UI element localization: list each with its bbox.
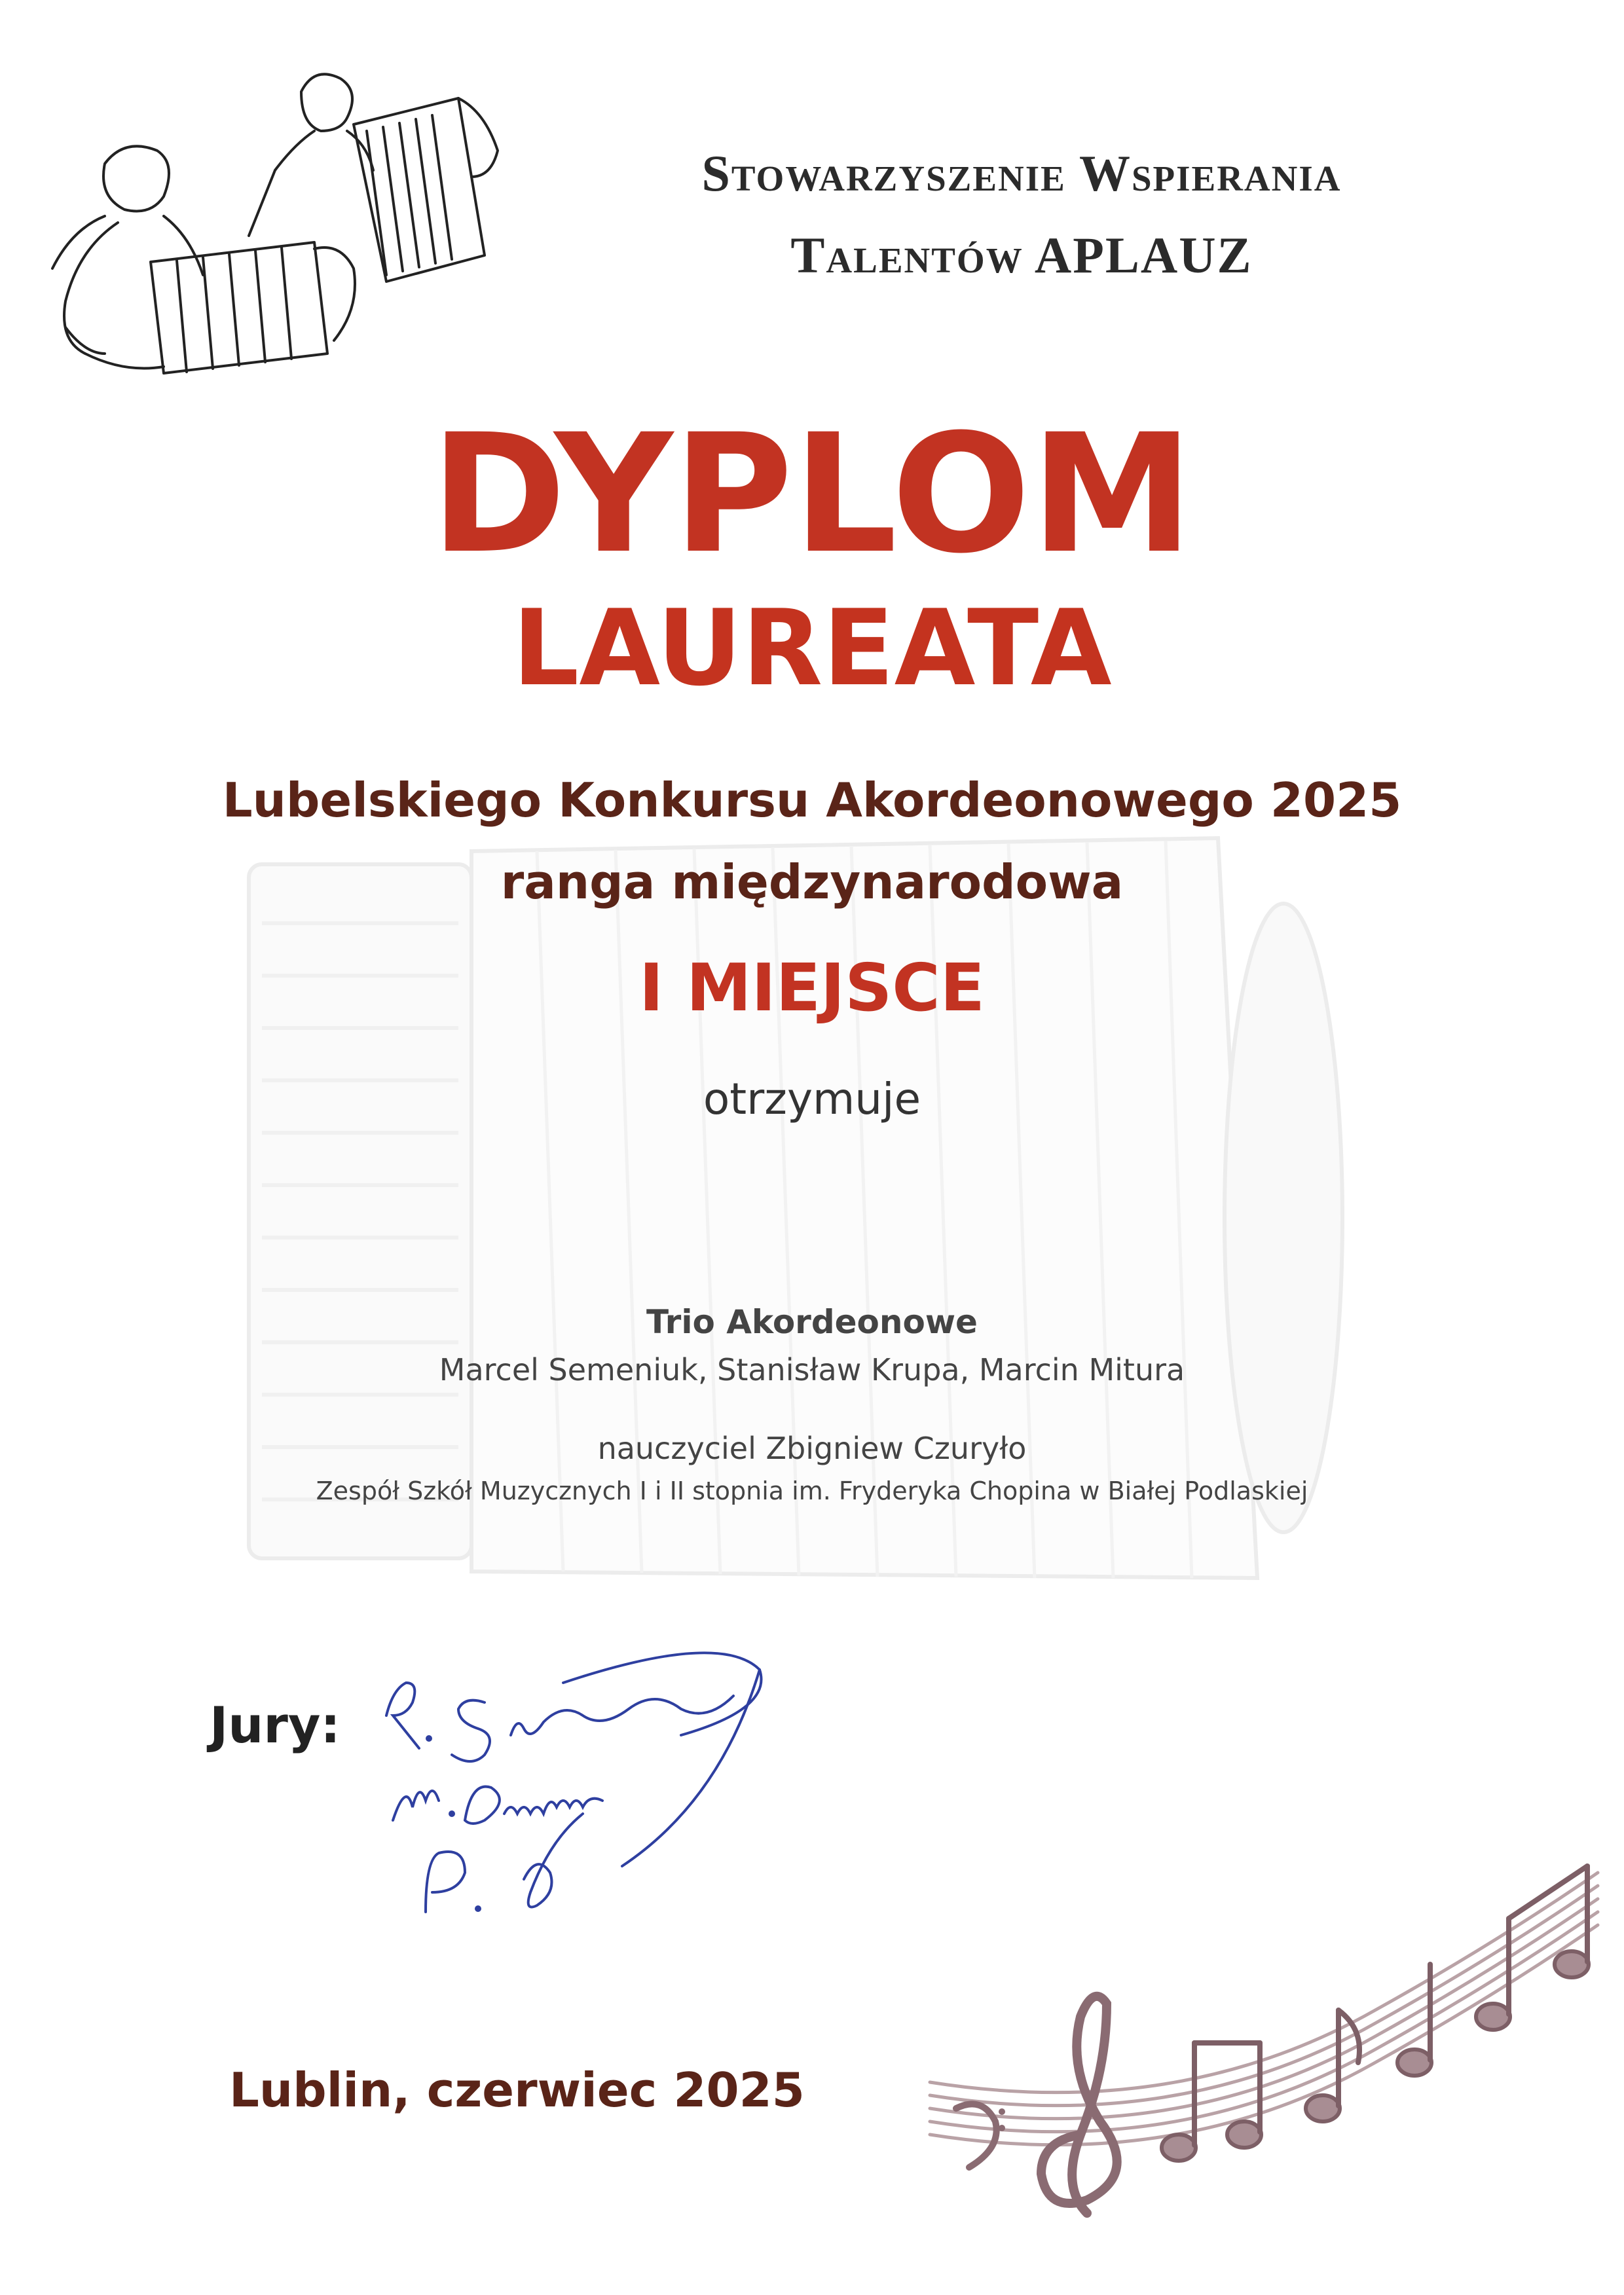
laureate-members: Marcel Semeniuk, Stanisław Krupa, Marcin Mitura xyxy=(439,1352,1185,1387)
school-name: Zespół Szkół Muzycznych I i II stopnia im. Fryderyka Chopina w Białej Podlaskiej xyxy=(316,1477,1308,1505)
organization-line-2: Talentów APLAUZ xyxy=(790,227,1253,284)
diploma-subtitle: LAUREATA xyxy=(512,587,1112,709)
receives-label: otrzymuje xyxy=(703,1074,921,1124)
teacher-name: nauczyciel Zbigniew Czuryło xyxy=(597,1431,1027,1466)
competition-rank: ranga międzynarodowa xyxy=(500,854,1124,909)
jury-label: Jury: xyxy=(210,1696,341,1754)
jury-signatures xyxy=(367,1604,956,1945)
competition-name: Lubelskiego Konkursu Akordeonowego 2025 xyxy=(222,773,1402,828)
music-notes-icon xyxy=(917,1846,1611,2292)
accordion-players-logo-icon xyxy=(26,52,537,393)
diploma-title: DYPLOM xyxy=(430,399,1194,589)
organization-line-1: Stowarzyszenie Wspierania xyxy=(701,145,1342,202)
laureate-name: Trio Akordeonowe xyxy=(646,1303,978,1341)
place-award: I MIEJSCE xyxy=(639,949,985,1026)
place-date: Lublin, czerwiec 2025 xyxy=(229,2063,805,2118)
